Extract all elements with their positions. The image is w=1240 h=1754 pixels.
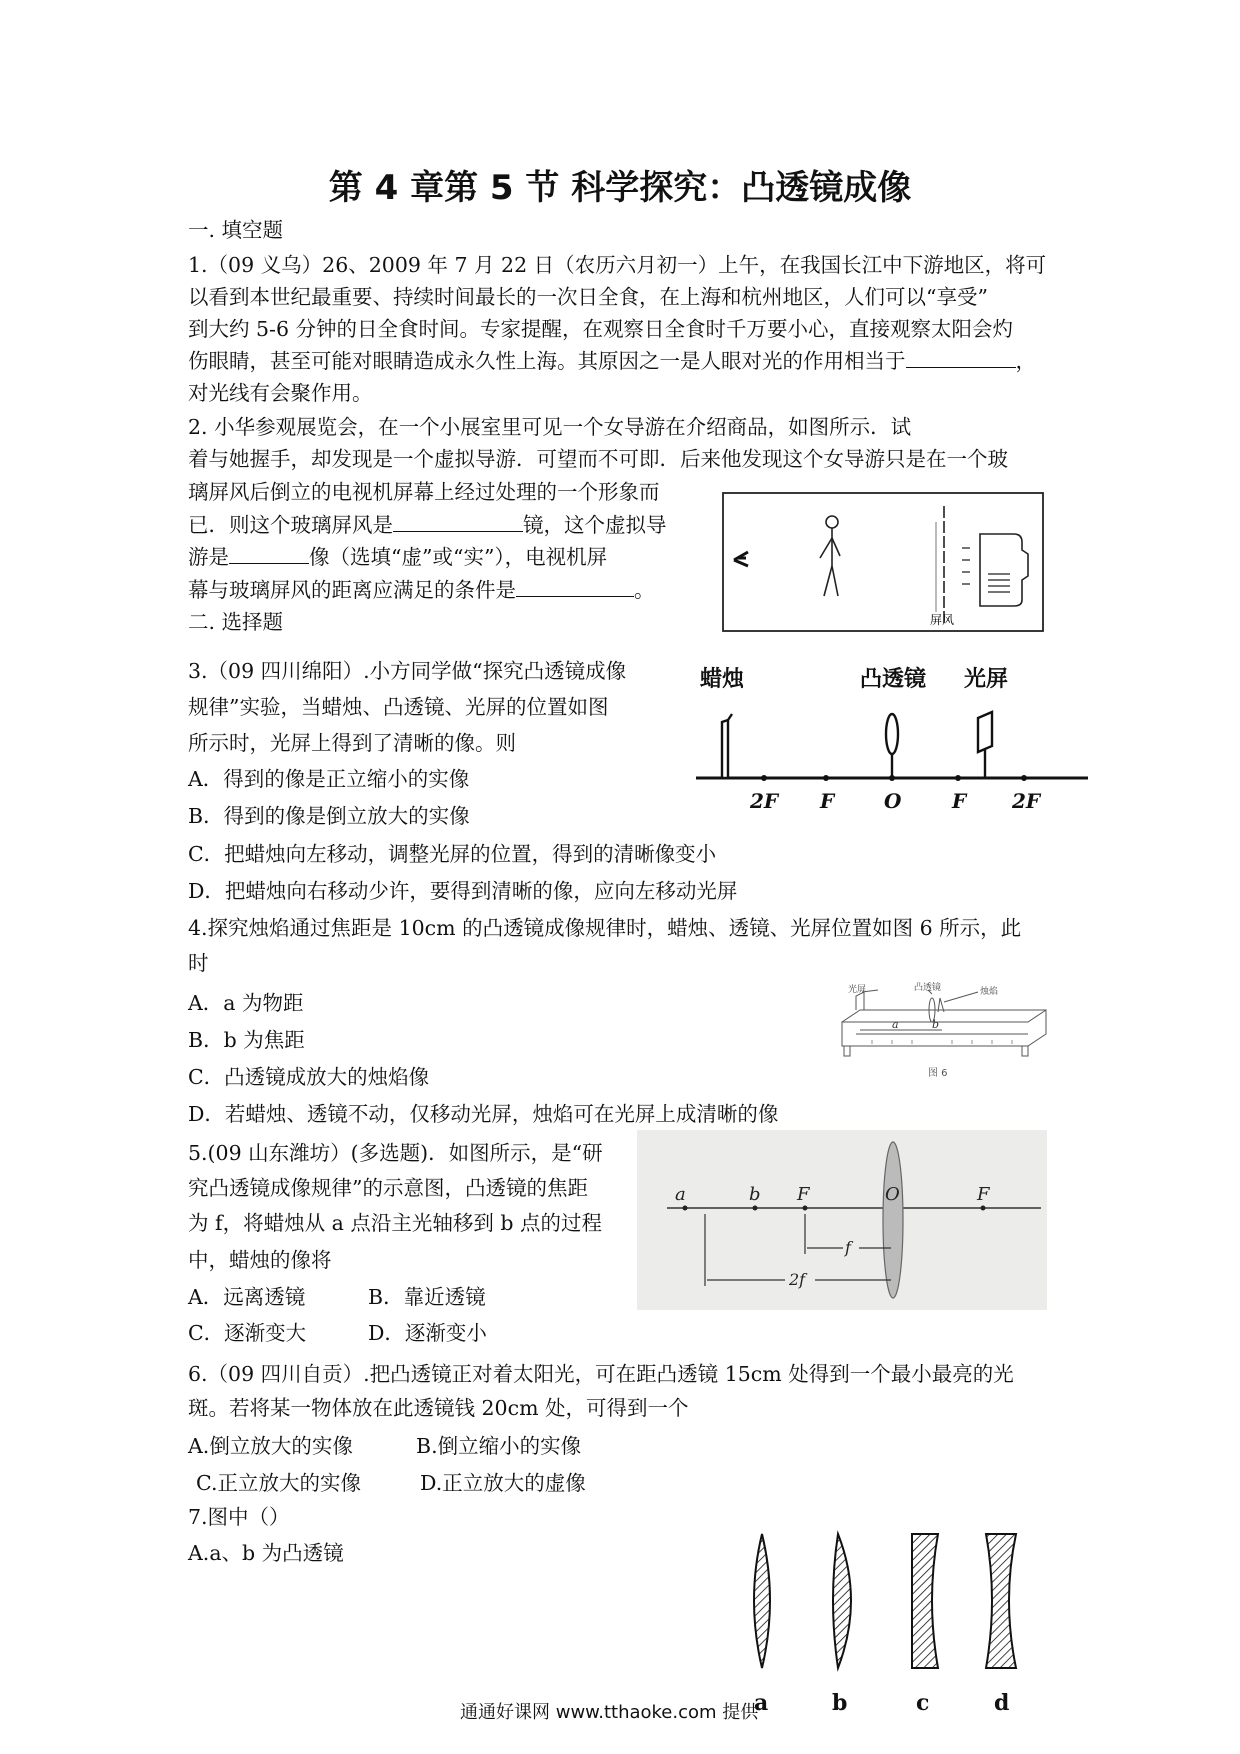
q2-line: 2. 小华参观展览会，在一个小展室里可见一个女导游在介绍商品，如图所示．试 [188, 415, 912, 439]
q5-line: 究凸透镜成像规律”的示意图，凸透镜的焦距 [188, 1176, 588, 1200]
q3-option-b[interactable]: B．得到的像是倒立放大的实像 [188, 804, 470, 828]
q2-line-text: 已．则这个玻璃屏风是 [188, 513, 393, 537]
q5-line: 5.(09 山东潍坊）(多选题)．如图所示，是“研 [188, 1141, 603, 1165]
q2-line [188, 574, 655, 606]
q5-option-d[interactable]: D．逐渐变小 [368, 1321, 487, 1345]
q7-figure [740, 1520, 1040, 1720]
q2-figure [722, 492, 1044, 632]
q2-line-text: 像（选填“虚”或“实”），电视机屏 [309, 545, 608, 569]
lens-d-label: d [994, 1690, 1010, 1716]
section-fill-in-heading: 一. 填空题 [188, 218, 284, 242]
lens-c-plano-concave [912, 1534, 938, 1668]
q4-option-d[interactable]: D．若蜡烛、透镜不动，仅移动光屏，烛焰可在光屏上成清晰的像 [188, 1102, 779, 1126]
q6-option-a[interactable]: A.倒立放大的实像 [188, 1434, 353, 1458]
q7-line: 7.图中（） [188, 1505, 290, 1529]
q2-line [188, 541, 607, 573]
q5-line: 为 f，将蜡烛从 a 点沿主光轴移到 b 点的过程 [188, 1211, 603, 1235]
focal-length-label: f [845, 1238, 851, 1257]
q2-line [188, 509, 667, 541]
q5-figure [637, 1130, 1047, 1310]
q4-line: 4.探究烛焰通过焦距是 10cm 的凸透镜成像规律时，蜡烛、透镜、光屏位置如图 6 所示，此 [188, 916, 1022, 940]
convex-lens-icon [886, 714, 898, 778]
point-b-label: b [749, 1184, 761, 1205]
q5-option-b[interactable]: B．靠近透镜 [368, 1285, 486, 1309]
lens-a-biconvex [754, 1534, 770, 1668]
q6-line: 6.（09 四川自贡）.把凸透镜正对着太阳光，可在距凸透镜 15cm 处得到一个最小最亮的光 [188, 1362, 1014, 1386]
q3-figure [692, 660, 1092, 820]
q3-line: 所示时，光屏上得到了清晰的像。则 [188, 731, 516, 755]
q6-option-b[interactable]: B.倒立缩小的实像 [416, 1434, 582, 1458]
q4-line: 时 [188, 951, 209, 975]
q2-line: 璃屏风后倒立的电视机屏幕上经过处理的一个形象而 [188, 480, 660, 504]
q2-line: 着与她握手，却发现是一个虚拟导游．可望而不可即．后来他发现这个女导游只是在一个玻 [188, 447, 1008, 471]
q1-line: 到大约 5-6 分钟的日全食时间。专家提醒，在观察日全食时千万要小心，直接观察太阳会灼 [188, 317, 1014, 341]
fig6-screen-label: 光屏 [848, 985, 867, 995]
q2-answer-blank-lens[interactable] [393, 513, 523, 532]
q6-line: 斑。若将某一物体放在此透镜钱 20cm 处，可得到一个 [188, 1396, 689, 1420]
section-choice-heading: 二. 选择题 [188, 610, 284, 634]
q3-line: 规律”实验，当蜡烛、凸透镜、光屏的位置如图 [188, 695, 609, 719]
q2-line-text: 游是 [188, 545, 229, 569]
q1-answer-blank[interactable] [906, 349, 1016, 368]
q5-option-a[interactable]: A．远离透镜 [188, 1285, 306, 1309]
lens-c-label: c [916, 1690, 930, 1716]
screen-label: 屏风 [930, 613, 955, 627]
q6-option-c[interactable]: C.正立放大的实像 [196, 1471, 361, 1495]
lens-label: 凸透镜 [860, 667, 927, 692]
q3-line: 3.（09 四川绵阳）.小方同学做“探究凸透镜成像 [188, 659, 627, 683]
convex-lens-icon [883, 1142, 903, 1298]
q1-line-tail: ， [1015, 349, 1036, 373]
q2-line-text: 幕与玻璃屏风的距离应满足的条件是 [188, 578, 516, 602]
tick-f-right: F [952, 789, 967, 813]
lens-b-plano-convex [833, 1534, 851, 1668]
fig6-flame-label: 烛焰 [980, 987, 999, 997]
q3-option-a[interactable]: A．得到的像是正立缩小的实像 [188, 767, 470, 791]
fig6-lens-label: 凸透镜 [914, 983, 942, 993]
q1-line [188, 345, 1036, 377]
q5-line: 中，蜡烛的像将 [188, 1248, 332, 1272]
q2-line-text: 镜，这个虚拟导 [523, 513, 667, 537]
lens-a-label: a [754, 1690, 769, 1716]
screen-label: 光屏 [964, 667, 1009, 692]
tick-f-left: F [820, 789, 835, 813]
candle-icon [722, 714, 732, 778]
q1-line: 对光线有会聚作用。 [188, 381, 373, 405]
fig6-distance-b: b [932, 1018, 940, 1031]
fig6-caption: 图 6 [928, 1068, 948, 1079]
point-a-label: a [675, 1184, 686, 1205]
q6-option-d[interactable]: D.正立放大的虚像 [420, 1471, 586, 1495]
page-title: 第 4 章第 5 节 科学探究：凸透镜成像 [328, 168, 912, 208]
virtual-guide-figure [820, 516, 840, 596]
optical-center-label: O [885, 1184, 900, 1205]
q7-option-a[interactable]: A.a、b 为凸透镜 [188, 1541, 344, 1565]
footer-source: 通通好课网 www.tthaoke.com 提供 [460, 1702, 759, 1723]
fig6-distance-a: a [892, 1018, 899, 1031]
lens-b-label: b [832, 1690, 848, 1716]
q4-figure [832, 980, 1054, 1092]
double-focal-length-label: 2f [789, 1270, 806, 1289]
tick-o: O [884, 789, 902, 813]
q2-answer-blank-image[interactable] [229, 545, 309, 564]
q3-option-c[interactable]: C．把蜡烛向左移动，调整光屏的位置，得到的清晰像变小 [188, 842, 717, 866]
light-screen-icon [978, 712, 992, 778]
lens-d-biconcave [986, 1534, 1016, 1668]
focus-right-label: F [977, 1184, 990, 1205]
tick-2f-left: 2F [750, 789, 779, 813]
q5-option-c[interactable]: C．逐渐变大 [188, 1321, 307, 1345]
q3-option-d[interactable]: D．把蜡烛向右移动少许，要得到清晰的像，应向左移动光屏 [188, 879, 738, 903]
television-icon [962, 534, 1028, 606]
q1-line: 以看到本世纪最重要、持续时间最长的一次日全食，在上海和杭州地区，人们可以“享受” [188, 285, 988, 309]
focus-left-label: F [797, 1184, 810, 1205]
q4-option-b[interactable]: B．b 为焦距 [188, 1028, 305, 1052]
q1-line-text: 伤眼睛，甚至可能对眼睛造成永久性上海。其原因之一是人眼对光的作用相当于 [188, 349, 906, 373]
q2-line-text: 。 [634, 578, 655, 602]
q1-line: 1.（09 义乌）26、2009 年 7 月 22 日（农历六月初一）上午，在我国长江中下游地区，将可 [188, 253, 1047, 277]
tick-2f-right: 2F [1012, 789, 1041, 813]
q4-option-c[interactable]: C．凸透镜成放大的烛焰像 [188, 1065, 430, 1089]
q2-answer-blank-distance[interactable] [516, 578, 634, 597]
candle-label: 蜡烛 [700, 667, 745, 692]
q4-option-a[interactable]: A．a 为物距 [188, 991, 304, 1015]
eye-icon [734, 552, 748, 566]
